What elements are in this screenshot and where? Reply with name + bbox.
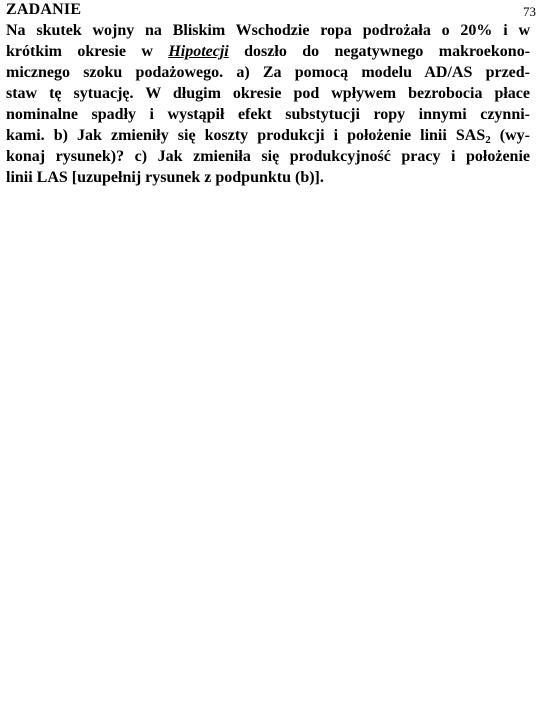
task-line-4: staw tę sytuację. W długim okresie pod wpływem bezrobocia płace — [6, 85, 530, 102]
task-line-6-end: (wy- — [490, 127, 531, 144]
task-heading: ZADANIE — [6, 1, 82, 18]
task-body — [6, 20, 530, 188]
task-line-6-start: kami. b) Jak zmieniły się koszty produkcji i położenie linii SAS — [6, 127, 486, 144]
task-line-6 — [6, 125, 530, 146]
task-line-7: konaj rysunek)? c) Jak zmieniła się produkcyjność pracy i położenie — [6, 148, 530, 165]
page-number: 73 — [523, 4, 536, 19]
task-line-5: nominalne spadły i wystąpił efekt substytucji ropy innymi czynni- — [6, 106, 530, 123]
task-line-2 — [6, 41, 530, 62]
sas-subscript: 2 — [485, 134, 491, 146]
task-line-8: linii LAS [uzupełnij rysunek z podpunktu (b)]. — [6, 169, 324, 186]
task-line-1: Na skutek wojny na Bliskim Wschodzie ropa podrożała o 20% i w — [6, 22, 530, 39]
task-line-2-end: doszło do negatywnego makroekono- — [244, 43, 531, 60]
task-line-2-start: krótkim okresie w — [6, 43, 153, 60]
country-name: Hipotecji — [168, 43, 229, 60]
task-line-3: micznego szoku podażowego. a) Za pomocą modelu AD/AS przed- — [6, 64, 530, 81]
